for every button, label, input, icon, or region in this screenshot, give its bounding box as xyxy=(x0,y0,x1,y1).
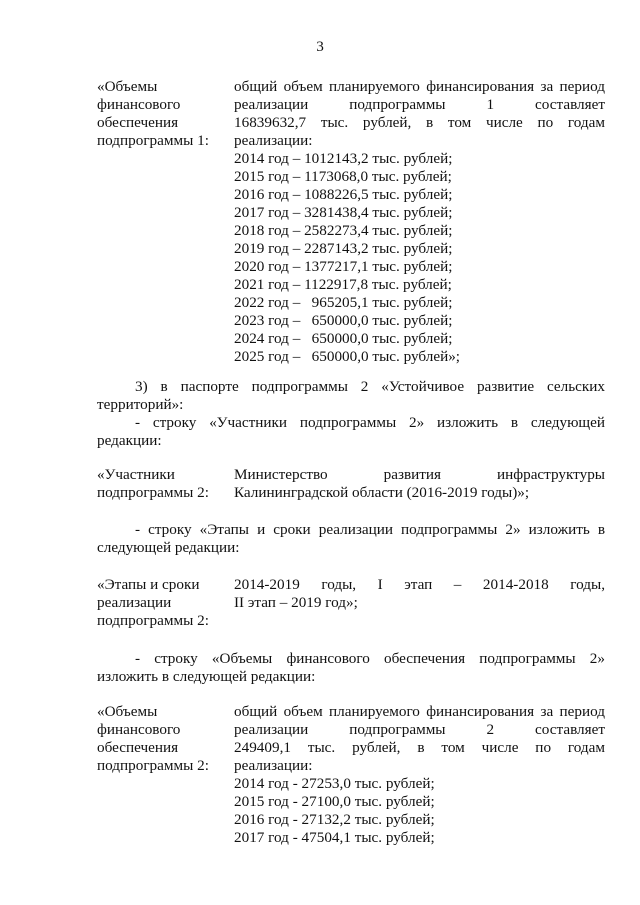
paragraph-volumes xyxy=(97,650,605,686)
year-amount: 2019 год – 2287143,2 тыс. рублей; xyxy=(234,240,453,257)
label-line: «Объемы xyxy=(97,703,158,720)
value-line: общий объем планируемого финансирования за период xyxy=(234,78,605,95)
subprogram2-participants-block xyxy=(97,466,605,502)
subprogram2-participants-label xyxy=(97,466,234,502)
value-line: II этап – 2019 год»; xyxy=(234,594,358,611)
subprogram2-stages-block xyxy=(97,576,605,630)
year-amount: 2020 год – 1377217,1 тыс. рублей; xyxy=(234,258,453,275)
paragraph-line: 3) в паспорте подпрограммы 2 «Устойчивое развитие сельских xyxy=(135,378,605,395)
value-line: реализации подпрограммы 2 составляет xyxy=(234,721,605,738)
paragraph-line: редакции: xyxy=(97,432,162,449)
label-line: реализации xyxy=(97,594,172,611)
paragraph-line: - строку «Участники подпрограммы 2» изложить в следующей xyxy=(135,414,605,431)
value-line: реализации: xyxy=(234,757,313,774)
year-amount: 2014 год – 1012143,2 тыс. рублей; xyxy=(234,150,453,167)
label-line: подпрограммы 1: xyxy=(97,132,209,149)
subprogram2-funding-label xyxy=(97,703,234,847)
year-amount: 2023 год – 650000,0 тыс. рублей; xyxy=(234,312,453,329)
year-amount: 2015 год – 1173068,0 тыс. рублей; xyxy=(234,168,452,185)
year-amount: 2022 год – 965205,1 тыс. рублей; xyxy=(234,294,453,311)
year-amount: 2024 год – 650000,0 тыс. рублей; xyxy=(234,330,453,347)
year-amount: 2014 год - 27253,0 тыс. рублей; xyxy=(234,775,435,792)
page-number: 3 xyxy=(316,38,324,55)
label-line: подпрограммы 2: xyxy=(97,612,209,629)
label-line: «Участники xyxy=(97,466,175,483)
value-line: Министерство развития инфраструктуры xyxy=(234,466,605,483)
subprogram2-stages-value xyxy=(234,576,605,630)
paragraph-3 xyxy=(97,378,605,414)
year-amount: 2017 год - 47504,1 тыс. рублей; xyxy=(234,829,435,846)
paragraph-line: территорий»: xyxy=(97,396,184,413)
paragraph-line: - строку «Этапы и сроки реализации подпрограммы 2» изложить в xyxy=(135,521,605,538)
value-line: 16839632,7 тыс. рублей, в том числе по годам xyxy=(234,114,605,131)
paragraph-stages xyxy=(97,521,605,557)
label-line: «Объемы xyxy=(97,78,158,95)
year-amount: 2025 год – 650000,0 тыс. рублей»; xyxy=(234,348,461,365)
subprogram2-funding-value xyxy=(234,703,605,847)
subprogram1-funding-label xyxy=(97,78,234,366)
year-amount: 2015 год - 27100,0 тыс. рублей; xyxy=(234,793,435,810)
year-amount: 2021 год – 1122917,8 тыс. рублей; xyxy=(234,276,452,293)
label-line: финансового xyxy=(97,96,181,113)
value-line: реализации: xyxy=(234,132,313,149)
label-line: подпрограммы 2: xyxy=(97,484,209,501)
subprogram2-stages-label xyxy=(97,576,234,630)
label-line: «Этапы и сроки xyxy=(97,576,200,593)
label-line: подпрограммы 2: xyxy=(97,757,209,774)
year-amount: 2018 год – 2582273,4 тыс. рублей; xyxy=(234,222,453,239)
label-line: финансового xyxy=(97,721,181,738)
subprogram1-funding-value xyxy=(234,78,605,366)
label-line: обеспечения xyxy=(97,739,179,756)
label-line: обеспечения xyxy=(97,114,179,131)
subprogram2-participants-value xyxy=(234,466,605,502)
value-line: общий объем планируемого финансирования за период xyxy=(234,703,605,720)
value-line: Калининградской области (2016-2019 годы)»; xyxy=(234,484,530,501)
paragraph-line: - строку «Объемы финансового обеспечения подпрограммы 2» xyxy=(135,650,605,667)
value-line: реализации подпрограммы 1 составляет xyxy=(234,96,605,113)
paragraph-line: следующей редакции: xyxy=(97,539,240,556)
subprogram2-funding-block xyxy=(97,703,605,847)
year-amount: 2016 год – 1088226,5 тыс. рублей; xyxy=(234,186,453,203)
value-line: 2014-2019 годы, I этап – 2014-2018 годы, xyxy=(234,576,605,593)
paragraph-participants xyxy=(97,414,605,450)
subprogram1-funding-block xyxy=(97,78,605,366)
paragraph-line: изложить в следующей редакции: xyxy=(97,668,316,685)
year-amount: 2016 год - 27132,2 тыс. рублей; xyxy=(234,811,435,828)
year-amount: 2017 год – 3281438,4 тыс. рублей; xyxy=(234,204,453,221)
value-line: 249409,1 тыс. рублей, в том числе по годам xyxy=(234,739,605,756)
